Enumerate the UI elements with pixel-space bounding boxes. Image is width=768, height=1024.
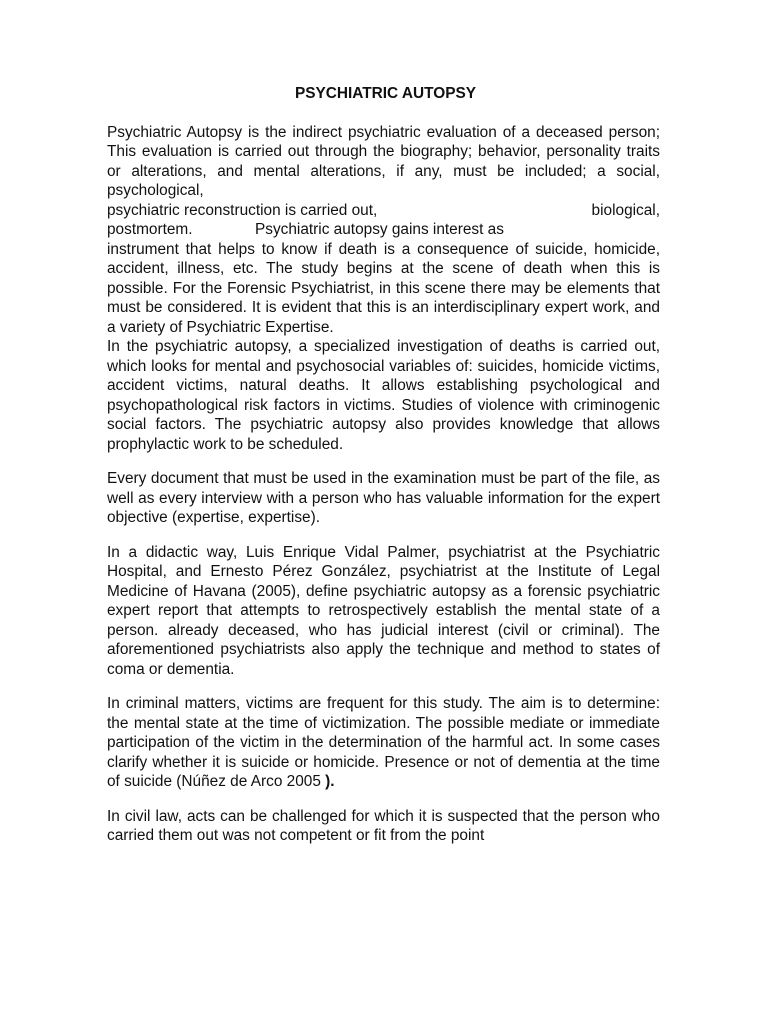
paragraph-4: In a didactic way, Luis Enrique Vidal Palmer, psychiatrist at the Psychiatric Hospital, and Ernesto Pérez González, psychiatrist at the Institute of Legal Medicine of Havana (2005), define psychiatric autopsy as a forensic psychiatric expert report that attempts to retrospectively establish the mental state of a person. already deceased, who has judicial interest (civil or criminal). The aforementioned psychiatrists also apply the technique and method to states of coma or dementia. bbox=[107, 543, 660, 678]
paragraph-1-text: Psychiatric Autopsy is the indirect psychiatric evaluation of a deceased person; This evaluation is carried out through the biography; behavior, personality traits or alterations, and mental alterations, if any, must be included; a social, psychological, bbox=[107, 123, 660, 199]
paragraph-1-line-5-left: psychiatric reconstruction is carried out, bbox=[107, 201, 378, 219]
document-page bbox=[107, 84, 660, 846]
paragraph-1 bbox=[107, 123, 660, 201]
paragraph-1-line-6-left: postmortem. bbox=[107, 221, 193, 238]
paragraph-6: In civil law, acts can be challenged for which it is suspected that the person who carried them out was not competent or fit from the point bbox=[107, 807, 660, 844]
paragraph-5 bbox=[107, 694, 660, 792]
paragraph-1-line-5 bbox=[107, 201, 660, 221]
paragraph-2: In the psychiatric autopsy, a specialized investigation of deaths is carried out, which looks for mental and psychosocial variables of: suicides, homicide victims, accident victims, natural deaths. It allows establishing psychological and psychopathological risk factors in victims. Studies of violence with criminogenic social factors. The psychiatric autopsy also provides knowledge that allows prophylactic work to be scheduled. bbox=[107, 338, 660, 453]
paragraph-1-rest: instrument that helps to know if death is a consequence of suicide, homicide, accident, illness, etc. The study begins at the scene of death when this is possible. For the Forensic Psychiatrist, in this scene there may be elements that must be considered. It is evident that this is an interdisciplinary expert work, and a variety of Psychiatric Expertise. bbox=[107, 240, 660, 336]
paragraph-1-line-6 bbox=[107, 220, 660, 240]
paragraph-1-line-6-right: Psychiatric autopsy gains interest as bbox=[255, 221, 504, 238]
paragraph-5-end: ). bbox=[325, 773, 335, 790]
paragraph-3: Every document that must be used in the examination must be part of the file, as well as every interview with a person who has valuable information for the expert objective (expertise, expertise). bbox=[107, 470, 660, 526]
paragraph-5-text: In criminal matters, victims are frequent for this study. The aim is to determine: the mental state at the time of victimization. The possible mediate or immediate participation of the victim in the determination of the harmful act. In some cases clarify whether it is suicide or homicide. Presence or not of dementia at the time of suicide (Núñez de Arco 2005 bbox=[107, 695, 660, 790]
page-title: PSYCHIATRIC AUTOPSY bbox=[294, 85, 476, 102]
paragraph-1-line-5-right: biological, bbox=[591, 201, 660, 219]
